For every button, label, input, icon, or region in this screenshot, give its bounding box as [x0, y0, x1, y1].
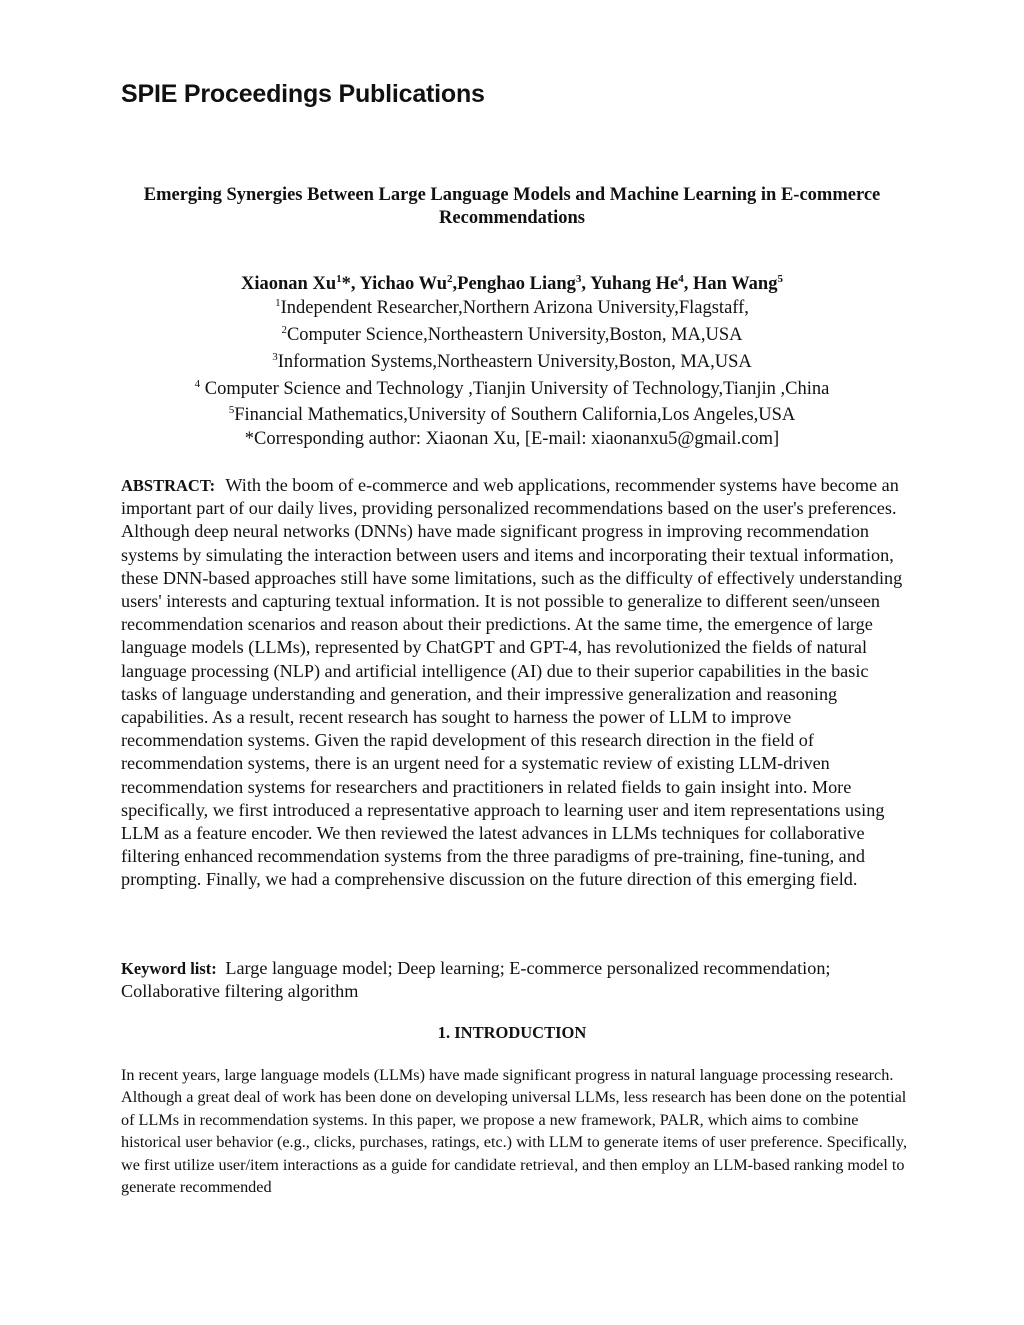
- author-affiliation-mark: 2: [447, 272, 453, 285]
- author-separator: ,: [581, 274, 590, 294]
- keyword-label: Keyword list:: [121, 959, 217, 978]
- author-separator: ,: [683, 274, 693, 294]
- corresponding-author: *Corresponding author: Xiaonan Xu, [E-mail: xiaonanxu5@gmail.com]: [244, 429, 780, 449]
- author-list: [100, 272, 924, 296]
- author-separator: *,: [341, 274, 360, 294]
- author-affiliation-mark: 1: [336, 272, 342, 285]
- introduction-paragraph: In recent years, large language models (LLMs) have made significant progress in natural language processing research. Although a great deal of work has been done on developing universal LLMs, less research has been done on the potential of LLMs in recommendation systems. In this paper, we propose a new framework, PALR, which aims to combine historical user behavior (e.g., clicks, purchases, ratings, etc.) with LLM to generate items of user preference. Specifically, we first utilize user/item interactions as a guide for candidate retrieval, and then employ an LLM-based ranking model to generate recommended: [121, 1066, 907, 1197]
- abstract-paragraph: [121, 474, 907, 892]
- affiliation-text: Financial Mathematics,University of Southern California,Los Angeles,USA: [234, 405, 796, 425]
- affiliation-number: 4: [194, 377, 201, 390]
- keyword-list: [121, 957, 907, 1003]
- author-affiliation-mark: 3: [575, 272, 582, 285]
- affiliation-text: Computer Science,Northeastern University,Boston, MA,USA: [286, 325, 743, 345]
- affiliation-line: [100, 403, 924, 427]
- affiliation-line: [100, 350, 924, 374]
- author-name: Han Wang: [692, 274, 778, 294]
- affiliation-line: [100, 323, 924, 347]
- abstract-label: ABSTRACT:: [121, 476, 216, 495]
- author-name: Penghao Liang: [457, 274, 576, 294]
- affiliation-number: 2: [281, 323, 287, 336]
- affiliation-line: [100, 296, 924, 320]
- author-separator: ,: [452, 274, 458, 294]
- keyword-text: Large language model; Deep learning; E-commerce personalized recommendation; Collaborative filtering algorithm: [121, 958, 831, 1001]
- affiliation-text: Computer Science and Technology ,Tianjin University of Technology,Tianjin ,China: [200, 379, 830, 399]
- publisher-header: SPIE Proceedings Publications: [121, 80, 485, 108]
- affiliation-line: [100, 377, 924, 401]
- affiliation-number: 1: [275, 296, 281, 309]
- affiliation-text: Information Systems,Northeastern University,Boston, MA,USA: [277, 352, 752, 372]
- abstract-text: With the boom of e-commerce and web applications, recommender systems have become an important part of our daily lives, providing personalized recommendations based on the user's preferences. Although deep neural networks (DNNs) have made significant progress in improving recommendation systems by simulating the interaction between users and items and incorporating their textual information, these DNN-based approaches still have some limitations, such as the difficulty of effectively understanding users' interests and capturing textual information. It is not possible to generalize to different seen/unseen recommendation scenarios and reason about their predictions. At the same time, the emergence of large language models (LLMs), represented by ChatGPT and GPT-4, has revolutionized the fields of natural language processing (NLP) and artificial intelligence (AI) due to their superior capabilities in the basic tasks of language understanding and generation, and their impressive generalization and reasoning capabilities. As a result, recent research has sought to harness the power of LLM to improve recommendation systems. Given the rapid development of this research direction in the field of recommendation systems, there is an urgent need for a systematic review of existing LLM-driven recommendation systems for researchers and practitioners in related fields to gain insight into. More specifically, we first introduced a representative approach to learning user and item representations using LLM as a feature encoder. We then reviewed the latest advances in LLMs techniques for collaborative filtering enhanced recommendation systems from the three paradigms of pre-training, fine-tuning, and prompting. Finally, we had a comprehensive discussion on the future direction of this emerging field.: [121, 475, 903, 890]
- author-affiliation-mark: 4: [678, 272, 684, 285]
- affiliation-number: 3: [272, 350, 278, 363]
- section-heading-introduction: 1. INTRODUCTION: [437, 1023, 587, 1042]
- affiliation-number: 5: [228, 403, 235, 416]
- author-name: Xiaonan Xu: [241, 274, 337, 294]
- author-name: Yichao Wu: [359, 274, 448, 294]
- affiliation-text: Independent Researcher,Northern Arizona University,Flagstaff,: [280, 298, 749, 318]
- paper-title: Emerging Synergies Between Large Language Models and Machine Learning in E-commerce Recommendations: [143, 185, 881, 228]
- author-name: Yuhang He: [589, 274, 679, 294]
- author-affiliation-mark: 5: [777, 272, 783, 285]
